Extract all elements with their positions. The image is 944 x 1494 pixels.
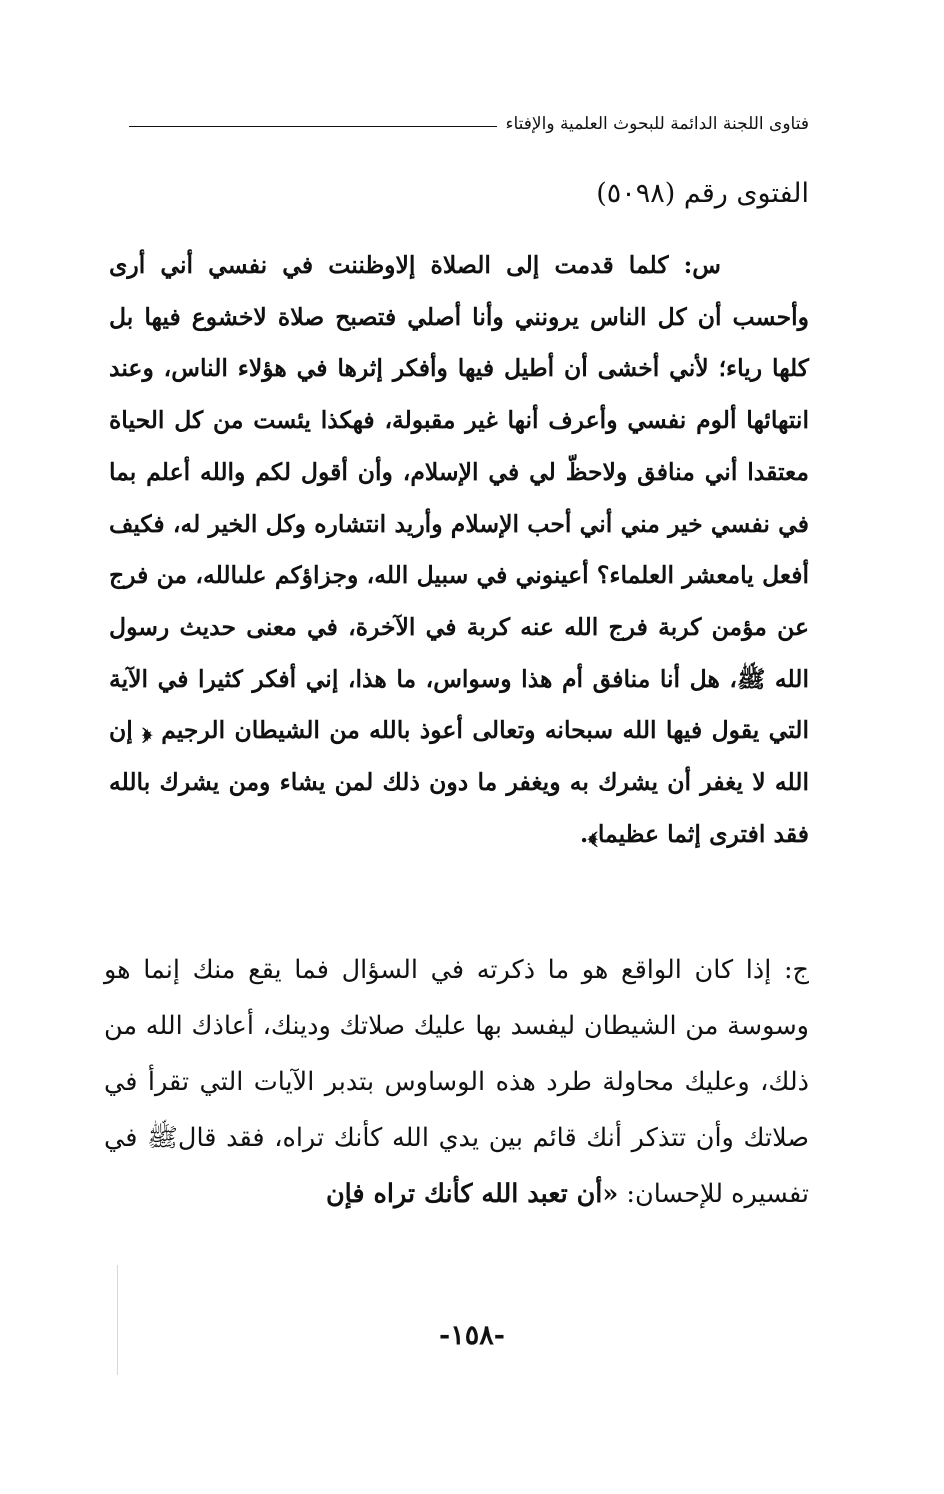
running-header-title: فتاوى اللجنة الدائمة للبحوث العلمية والإفتاء xyxy=(505,114,809,134)
page-number: -١٥٨- xyxy=(439,1320,505,1351)
answer-text: ج: إذا كان الواقع هو ما ذكرته في السؤال فما يقع منك إنما هو وسوسة من الشيطان ليفسد بها عليك صلاتك ودينك، أعاذك الله من ذلك، وعليك محاولة طرد هذه الوساوس بتدبر الآيات التي تقرأ في صلاتك وأن تتذكر أنك قائم بين يدي الله كأنك تراه، فقد قالﷺ في تفسيره للإحسان: xyxy=(104,955,809,1209)
running-header xyxy=(129,114,809,134)
header-rule xyxy=(129,126,497,127)
fatwa-number: الفتوى رقم (٥٠٩٨) xyxy=(596,178,809,209)
answer-paragraph xyxy=(104,942,809,1222)
question-text: س: كلما قدمت إلى الصلاة إلاوظننت في نفسي أني أرى وأحسب أن كل الناس يرونني وأنا أصلي فتصبح صلاة لاخشوع فيها بل كلها رياء؛ لأني أخشى أن أطيل فيها وأفكر إثرها في هؤلاء الناس، وعند انتهائها ألوم نفسي وأعرف أنها غير مقبولة، فهكذا يئست من كل الحياة معتقدا أني منافق ولاحظّ لي في الإسلام، وأن أقول لكم والله أعلم بما في نفسي خير مني أني أحب الإسلام وأريد انتشاره وكل الخير له، فكيف أفعل يامعشر العلماء؟ أعينوني في سبيل الله، وجزاؤكم علىالله، من فرج عن مؤمن كربة فرج الله عنه كربة في الآخرة، في معنى حديث رسول الله ﷺ، هل أنا منافق أم هذا وسواس، ما هذا، إني أفكر كثيرا في الآية التي يقول فيها الله سبحانه وتعالى أعوذ بالله من الشيطان الرجيم ﴿ إن الله لا يغفر أن يشرك به ويغفر ما دون ذلك لمن يشاء ومن يشرك بالله فقد افترى إثما عظيما﴾. xyxy=(109,251,809,848)
question-paragraph xyxy=(109,240,809,860)
hadith-quote: «أن تعبد الله كأنك تراه فإن xyxy=(325,1179,619,1209)
